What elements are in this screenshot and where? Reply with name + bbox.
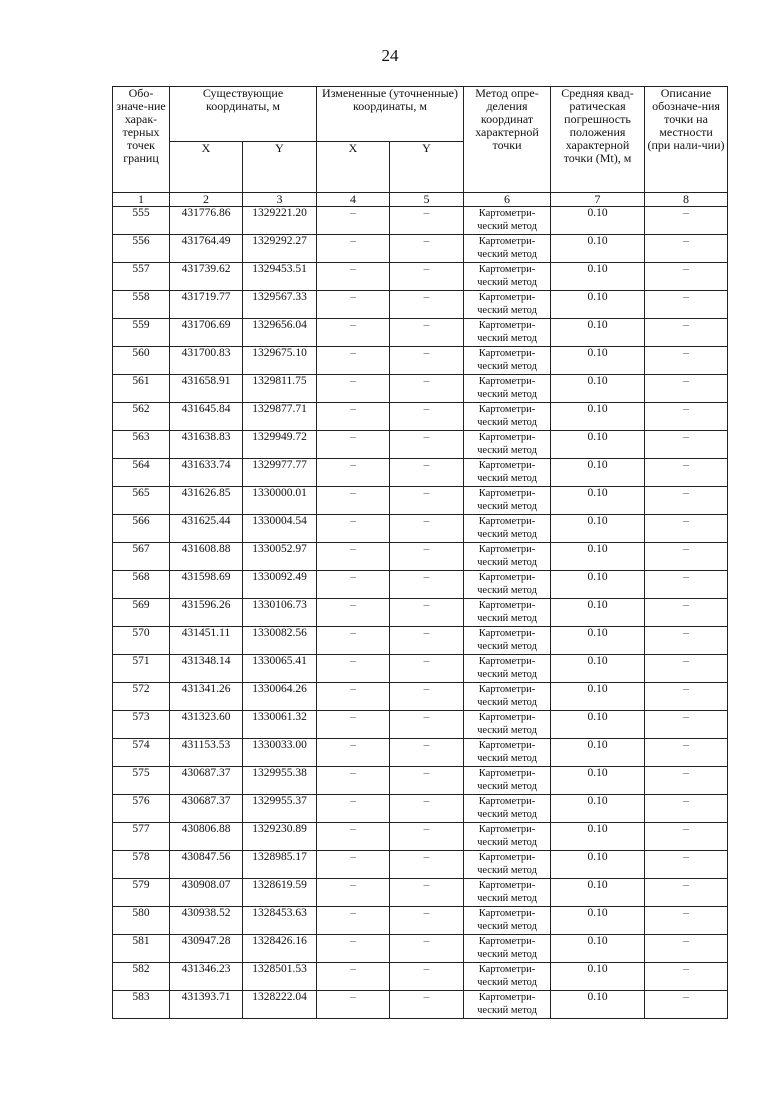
method-cell: Картометри-ческий метод bbox=[464, 403, 551, 431]
y-existing-cell: 1329567.33 bbox=[243, 291, 317, 319]
point-id-cell: 555 bbox=[113, 207, 170, 235]
point-id-cell: 559 bbox=[113, 319, 170, 347]
table-row bbox=[113, 683, 728, 711]
y-existing-cell: 1330064.26 bbox=[243, 683, 317, 711]
x-changed-cell: – bbox=[317, 263, 390, 291]
y-existing-cell: 1330092.49 bbox=[243, 571, 317, 599]
y-changed-cell: – bbox=[390, 711, 464, 739]
column-number-row bbox=[113, 193, 728, 207]
method-cell: Картометри-ческий метод bbox=[464, 879, 551, 907]
description-cell: – bbox=[645, 795, 728, 823]
mt-value-cell: 0.10 bbox=[551, 319, 645, 347]
y-changed-cell: – bbox=[390, 235, 464, 263]
point-id-cell: 576 bbox=[113, 795, 170, 823]
header-mt: Средняя квад-ратическая погрешность положения характерной точки (Mt), м bbox=[551, 87, 645, 193]
x-changed-cell: – bbox=[317, 487, 390, 515]
x-existing-cell: 431658.91 bbox=[170, 375, 243, 403]
x-existing-cell: 430938.52 bbox=[170, 907, 243, 935]
x-existing-cell: 430687.37 bbox=[170, 767, 243, 795]
method-cell: Картометри-ческий метод bbox=[464, 459, 551, 487]
point-id-cell: 570 bbox=[113, 627, 170, 655]
y-existing-cell: 1330061.32 bbox=[243, 711, 317, 739]
x-changed-cell: – bbox=[317, 991, 390, 1019]
header-existing-coords: Существующие координаты, м bbox=[170, 87, 317, 142]
method-cell: Картометри-ческий метод bbox=[464, 319, 551, 347]
coordinates-table bbox=[112, 86, 728, 1019]
mt-value-cell: 0.10 bbox=[551, 683, 645, 711]
mt-value-cell: 0.10 bbox=[551, 235, 645, 263]
y-changed-cell: – bbox=[390, 375, 464, 403]
header-method: Метод опре-деления координат характерной точки bbox=[464, 87, 551, 193]
table-row bbox=[113, 459, 728, 487]
mt-value-cell: 0.10 bbox=[551, 935, 645, 963]
mt-value-cell: 0.10 bbox=[551, 599, 645, 627]
description-cell: – bbox=[645, 403, 728, 431]
y-existing-cell: 1329656.04 bbox=[243, 319, 317, 347]
table-row bbox=[113, 319, 728, 347]
header-changed-coords: Измененные (уточненные) координаты, м bbox=[317, 87, 464, 142]
x-existing-cell: 431596.26 bbox=[170, 599, 243, 627]
mt-value-cell: 0.10 bbox=[551, 207, 645, 235]
x-changed-cell: – bbox=[317, 711, 390, 739]
table-row bbox=[113, 515, 728, 543]
x-changed-cell: – bbox=[317, 375, 390, 403]
x-changed-cell: – bbox=[317, 207, 390, 235]
y-existing-cell: 1328453.63 bbox=[243, 907, 317, 935]
mt-value-cell: 0.10 bbox=[551, 627, 645, 655]
point-id-cell: 556 bbox=[113, 235, 170, 263]
method-cell: Картометри-ческий метод bbox=[464, 571, 551, 599]
x-changed-cell: – bbox=[317, 907, 390, 935]
y-changed-cell: – bbox=[390, 683, 464, 711]
col-number: 4 bbox=[317, 193, 390, 207]
description-cell: – bbox=[645, 459, 728, 487]
method-cell: Картометри-ческий метод bbox=[464, 767, 551, 795]
table-row bbox=[113, 907, 728, 935]
y-changed-cell: – bbox=[390, 487, 464, 515]
table-row bbox=[113, 767, 728, 795]
point-id-cell: 573 bbox=[113, 711, 170, 739]
point-id-cell: 572 bbox=[113, 683, 170, 711]
point-id-cell: 557 bbox=[113, 263, 170, 291]
y-changed-cell: – bbox=[390, 935, 464, 963]
y-changed-cell: – bbox=[390, 571, 464, 599]
x-existing-cell: 431776.86 bbox=[170, 207, 243, 235]
description-cell: – bbox=[645, 319, 728, 347]
y-changed-cell: – bbox=[390, 347, 464, 375]
description-cell: – bbox=[645, 543, 728, 571]
point-id-cell: 569 bbox=[113, 599, 170, 627]
y-changed-cell: – bbox=[390, 851, 464, 879]
description-cell: – bbox=[645, 879, 728, 907]
y-changed-cell: – bbox=[390, 795, 464, 823]
point-id-cell: 582 bbox=[113, 963, 170, 991]
y-existing-cell: 1329977.77 bbox=[243, 459, 317, 487]
mt-value-cell: 0.10 bbox=[551, 795, 645, 823]
header-x-existing: X bbox=[170, 142, 243, 193]
col-number: 1 bbox=[113, 193, 170, 207]
x-changed-cell: – bbox=[317, 655, 390, 683]
mt-value-cell: 0.10 bbox=[551, 907, 645, 935]
y-changed-cell: – bbox=[390, 543, 464, 571]
description-cell: – bbox=[645, 263, 728, 291]
point-id-cell: 558 bbox=[113, 291, 170, 319]
table-row bbox=[113, 627, 728, 655]
table-row bbox=[113, 963, 728, 991]
mt-value-cell: 0.10 bbox=[551, 851, 645, 879]
point-id-cell: 564 bbox=[113, 459, 170, 487]
table-row bbox=[113, 823, 728, 851]
mt-value-cell: 0.10 bbox=[551, 487, 645, 515]
y-changed-cell: – bbox=[390, 991, 464, 1019]
y-changed-cell: – bbox=[390, 403, 464, 431]
method-cell: Картометри-ческий метод bbox=[464, 375, 551, 403]
y-existing-cell: 1330065.41 bbox=[243, 655, 317, 683]
mt-value-cell: 0.10 bbox=[551, 543, 645, 571]
x-existing-cell: 431341.26 bbox=[170, 683, 243, 711]
x-existing-cell: 431633.74 bbox=[170, 459, 243, 487]
y-changed-cell: – bbox=[390, 599, 464, 627]
header-x-changed: X bbox=[317, 142, 390, 193]
y-changed-cell: – bbox=[390, 207, 464, 235]
table-row bbox=[113, 739, 728, 767]
y-existing-cell: 1328985.17 bbox=[243, 851, 317, 879]
x-existing-cell: 430908.07 bbox=[170, 879, 243, 907]
x-existing-cell: 431719.77 bbox=[170, 291, 243, 319]
x-existing-cell: 431346.23 bbox=[170, 963, 243, 991]
description-cell: – bbox=[645, 823, 728, 851]
method-cell: Картометри-ческий метод bbox=[464, 907, 551, 935]
point-id-cell: 574 bbox=[113, 739, 170, 767]
x-existing-cell: 431348.14 bbox=[170, 655, 243, 683]
description-cell: – bbox=[645, 655, 728, 683]
table-row bbox=[113, 431, 728, 459]
x-changed-cell: – bbox=[317, 571, 390, 599]
y-changed-cell: – bbox=[390, 515, 464, 543]
table-row bbox=[113, 235, 728, 263]
description-cell: – bbox=[645, 991, 728, 1019]
table-row bbox=[113, 795, 728, 823]
y-changed-cell: – bbox=[390, 655, 464, 683]
method-cell: Картометри-ческий метод bbox=[464, 655, 551, 683]
description-cell: – bbox=[645, 683, 728, 711]
method-cell: Картометри-ческий метод bbox=[464, 851, 551, 879]
col-number: 7 bbox=[551, 193, 645, 207]
y-existing-cell: 1329955.37 bbox=[243, 795, 317, 823]
method-cell: Картометри-ческий метод bbox=[464, 207, 551, 235]
method-cell: Картометри-ческий метод bbox=[464, 487, 551, 515]
x-changed-cell: – bbox=[317, 543, 390, 571]
y-existing-cell: 1329811.75 bbox=[243, 375, 317, 403]
page-number: 24 bbox=[381, 46, 399, 65]
point-id-cell: 581 bbox=[113, 935, 170, 963]
mt-value-cell: 0.10 bbox=[551, 991, 645, 1019]
x-changed-cell: – bbox=[317, 599, 390, 627]
method-cell: Картометри-ческий метод bbox=[464, 431, 551, 459]
x-existing-cell: 431625.44 bbox=[170, 515, 243, 543]
point-id-cell: 579 bbox=[113, 879, 170, 907]
x-existing-cell: 431739.62 bbox=[170, 263, 243, 291]
description-cell: – bbox=[645, 235, 728, 263]
description-cell: – bbox=[645, 963, 728, 991]
x-existing-cell: 431700.83 bbox=[170, 347, 243, 375]
y-existing-cell: 1328426.16 bbox=[243, 935, 317, 963]
point-id-cell: 562 bbox=[113, 403, 170, 431]
table-row bbox=[113, 851, 728, 879]
method-cell: Картометри-ческий метод bbox=[464, 963, 551, 991]
y-changed-cell: – bbox=[390, 459, 464, 487]
mt-value-cell: 0.10 bbox=[551, 571, 645, 599]
mt-value-cell: 0.10 bbox=[551, 291, 645, 319]
col-number: 3 bbox=[243, 193, 317, 207]
y-existing-cell: 1329955.38 bbox=[243, 767, 317, 795]
description-cell: – bbox=[645, 935, 728, 963]
y-changed-cell: – bbox=[390, 291, 464, 319]
x-existing-cell: 430947.28 bbox=[170, 935, 243, 963]
x-existing-cell: 431608.88 bbox=[170, 543, 243, 571]
table-row bbox=[113, 375, 728, 403]
y-changed-cell: – bbox=[390, 907, 464, 935]
mt-value-cell: 0.10 bbox=[551, 823, 645, 851]
x-existing-cell: 431706.69 bbox=[170, 319, 243, 347]
mt-value-cell: 0.10 bbox=[551, 767, 645, 795]
y-changed-cell: – bbox=[390, 823, 464, 851]
y-existing-cell: 1329877.71 bbox=[243, 403, 317, 431]
y-changed-cell: – bbox=[390, 431, 464, 459]
y-existing-cell: 1330052.97 bbox=[243, 543, 317, 571]
table-row bbox=[113, 543, 728, 571]
table-row bbox=[113, 207, 728, 235]
x-changed-cell: – bbox=[317, 683, 390, 711]
mt-value-cell: 0.10 bbox=[551, 963, 645, 991]
x-existing-cell: 431645.84 bbox=[170, 403, 243, 431]
table-row bbox=[113, 935, 728, 963]
method-cell: Картометри-ческий метод bbox=[464, 627, 551, 655]
description-cell: – bbox=[645, 515, 728, 543]
description-cell: – bbox=[645, 571, 728, 599]
y-existing-cell: 1329949.72 bbox=[243, 431, 317, 459]
point-id-cell: 566 bbox=[113, 515, 170, 543]
point-id-cell: 583 bbox=[113, 991, 170, 1019]
description-cell: – bbox=[645, 711, 728, 739]
point-id-cell: 567 bbox=[113, 543, 170, 571]
table-row bbox=[113, 879, 728, 907]
x-existing-cell: 431764.49 bbox=[170, 235, 243, 263]
header-y-changed: Y bbox=[390, 142, 464, 193]
x-existing-cell: 431153.53 bbox=[170, 739, 243, 767]
point-id-cell: 561 bbox=[113, 375, 170, 403]
description-cell: – bbox=[645, 375, 728, 403]
x-existing-cell: 431598.69 bbox=[170, 571, 243, 599]
mt-value-cell: 0.10 bbox=[551, 739, 645, 767]
description-cell: – bbox=[645, 739, 728, 767]
col-number: 2 bbox=[170, 193, 243, 207]
point-id-cell: 575 bbox=[113, 767, 170, 795]
header-description: Описание обозначе-ния точки на местности (при нали-чии) bbox=[645, 87, 728, 193]
method-cell: Картометри-ческий метод bbox=[464, 935, 551, 963]
y-existing-cell: 1329221.20 bbox=[243, 207, 317, 235]
x-changed-cell: – bbox=[317, 459, 390, 487]
mt-value-cell: 0.10 bbox=[551, 431, 645, 459]
x-changed-cell: – bbox=[317, 403, 390, 431]
x-existing-cell: 431626.85 bbox=[170, 487, 243, 515]
y-existing-cell: 1328619.59 bbox=[243, 879, 317, 907]
point-id-cell: 568 bbox=[113, 571, 170, 599]
point-id-cell: 563 bbox=[113, 431, 170, 459]
table-row bbox=[113, 571, 728, 599]
mt-value-cell: 0.10 bbox=[551, 347, 645, 375]
point-id-cell: 577 bbox=[113, 823, 170, 851]
y-existing-cell: 1329453.51 bbox=[243, 263, 317, 291]
description-cell: – bbox=[645, 627, 728, 655]
x-changed-cell: – bbox=[317, 739, 390, 767]
y-changed-cell: – bbox=[390, 319, 464, 347]
method-cell: Картометри-ческий метод bbox=[464, 711, 551, 739]
y-changed-cell: – bbox=[390, 767, 464, 795]
x-changed-cell: – bbox=[317, 627, 390, 655]
x-changed-cell: – bbox=[317, 767, 390, 795]
method-cell: Картометри-ческий метод bbox=[464, 263, 551, 291]
table-row bbox=[113, 711, 728, 739]
description-cell: – bbox=[645, 599, 728, 627]
point-id-cell: 565 bbox=[113, 487, 170, 515]
method-cell: Картометри-ческий метод bbox=[464, 991, 551, 1019]
mt-value-cell: 0.10 bbox=[551, 655, 645, 683]
table-row bbox=[113, 599, 728, 627]
table-row bbox=[113, 991, 728, 1019]
col-number: 5 bbox=[390, 193, 464, 207]
method-cell: Картометри-ческий метод bbox=[464, 235, 551, 263]
point-id-cell: 571 bbox=[113, 655, 170, 683]
y-existing-cell: 1329675.10 bbox=[243, 347, 317, 375]
method-cell: Картометри-ческий метод bbox=[464, 739, 551, 767]
y-existing-cell: 1328222.04 bbox=[243, 991, 317, 1019]
method-cell: Картометри-ческий метод bbox=[464, 795, 551, 823]
y-changed-cell: – bbox=[390, 739, 464, 767]
table-row bbox=[113, 263, 728, 291]
x-existing-cell: 431323.60 bbox=[170, 711, 243, 739]
table-row bbox=[113, 347, 728, 375]
x-changed-cell: – bbox=[317, 879, 390, 907]
description-cell: – bbox=[645, 291, 728, 319]
x-changed-cell: – bbox=[317, 935, 390, 963]
x-existing-cell: 431638.83 bbox=[170, 431, 243, 459]
point-id-cell: 578 bbox=[113, 851, 170, 879]
table-row bbox=[113, 403, 728, 431]
x-existing-cell: 430847.56 bbox=[170, 851, 243, 879]
y-existing-cell: 1329230.89 bbox=[243, 823, 317, 851]
mt-value-cell: 0.10 bbox=[551, 879, 645, 907]
y-changed-cell: – bbox=[390, 879, 464, 907]
x-changed-cell: – bbox=[317, 795, 390, 823]
x-existing-cell: 430687.37 bbox=[170, 795, 243, 823]
mt-value-cell: 0.10 bbox=[551, 515, 645, 543]
mt-value-cell: 0.10 bbox=[551, 263, 645, 291]
y-existing-cell: 1330033.00 bbox=[243, 739, 317, 767]
table-row bbox=[113, 487, 728, 515]
x-changed-cell: – bbox=[317, 235, 390, 263]
method-cell: Картометри-ческий метод bbox=[464, 683, 551, 711]
method-cell: Картометри-ческий метод bbox=[464, 823, 551, 851]
mt-value-cell: 0.10 bbox=[551, 375, 645, 403]
description-cell: – bbox=[645, 851, 728, 879]
description-cell: – bbox=[645, 431, 728, 459]
point-id-cell: 580 bbox=[113, 907, 170, 935]
x-changed-cell: – bbox=[317, 515, 390, 543]
description-cell: – bbox=[645, 767, 728, 795]
mt-value-cell: 0.10 bbox=[551, 403, 645, 431]
header-point-designation: Обо-значе-ние харак-терных точек границ bbox=[113, 87, 170, 193]
mt-value-cell: 0.10 bbox=[551, 459, 645, 487]
y-existing-cell: 1330004.54 bbox=[243, 515, 317, 543]
x-changed-cell: – bbox=[317, 291, 390, 319]
col-number: 6 bbox=[464, 193, 551, 207]
y-existing-cell: 1330082.56 bbox=[243, 627, 317, 655]
point-id-cell: 560 bbox=[113, 347, 170, 375]
x-changed-cell: – bbox=[317, 347, 390, 375]
y-existing-cell: 1330106.73 bbox=[243, 599, 317, 627]
x-changed-cell: – bbox=[317, 319, 390, 347]
y-changed-cell: – bbox=[390, 263, 464, 291]
description-cell: – bbox=[645, 907, 728, 935]
method-cell: Картометри-ческий метод bbox=[464, 599, 551, 627]
x-changed-cell: – bbox=[317, 963, 390, 991]
x-changed-cell: – bbox=[317, 431, 390, 459]
table-row bbox=[113, 291, 728, 319]
x-existing-cell: 430806.88 bbox=[170, 823, 243, 851]
mt-value-cell: 0.10 bbox=[551, 711, 645, 739]
method-cell: Картометри-ческий метод bbox=[464, 347, 551, 375]
header-y-existing: Y bbox=[243, 142, 317, 193]
x-existing-cell: 431451.11 bbox=[170, 627, 243, 655]
y-existing-cell: 1329292.27 bbox=[243, 235, 317, 263]
y-existing-cell: 1330000.01 bbox=[243, 487, 317, 515]
method-cell: Картометри-ческий метод bbox=[464, 543, 551, 571]
y-changed-cell: – bbox=[390, 963, 464, 991]
method-cell: Картометри-ческий метод bbox=[464, 515, 551, 543]
col-number: 8 bbox=[645, 193, 728, 207]
y-existing-cell: 1328501.53 bbox=[243, 963, 317, 991]
description-cell: – bbox=[645, 487, 728, 515]
y-changed-cell: – bbox=[390, 627, 464, 655]
x-changed-cell: – bbox=[317, 823, 390, 851]
table-row bbox=[113, 655, 728, 683]
x-changed-cell: – bbox=[317, 851, 390, 879]
method-cell: Картометри-ческий метод bbox=[464, 291, 551, 319]
x-existing-cell: 431393.71 bbox=[170, 991, 243, 1019]
description-cell: – bbox=[645, 207, 728, 235]
description-cell: – bbox=[645, 347, 728, 375]
